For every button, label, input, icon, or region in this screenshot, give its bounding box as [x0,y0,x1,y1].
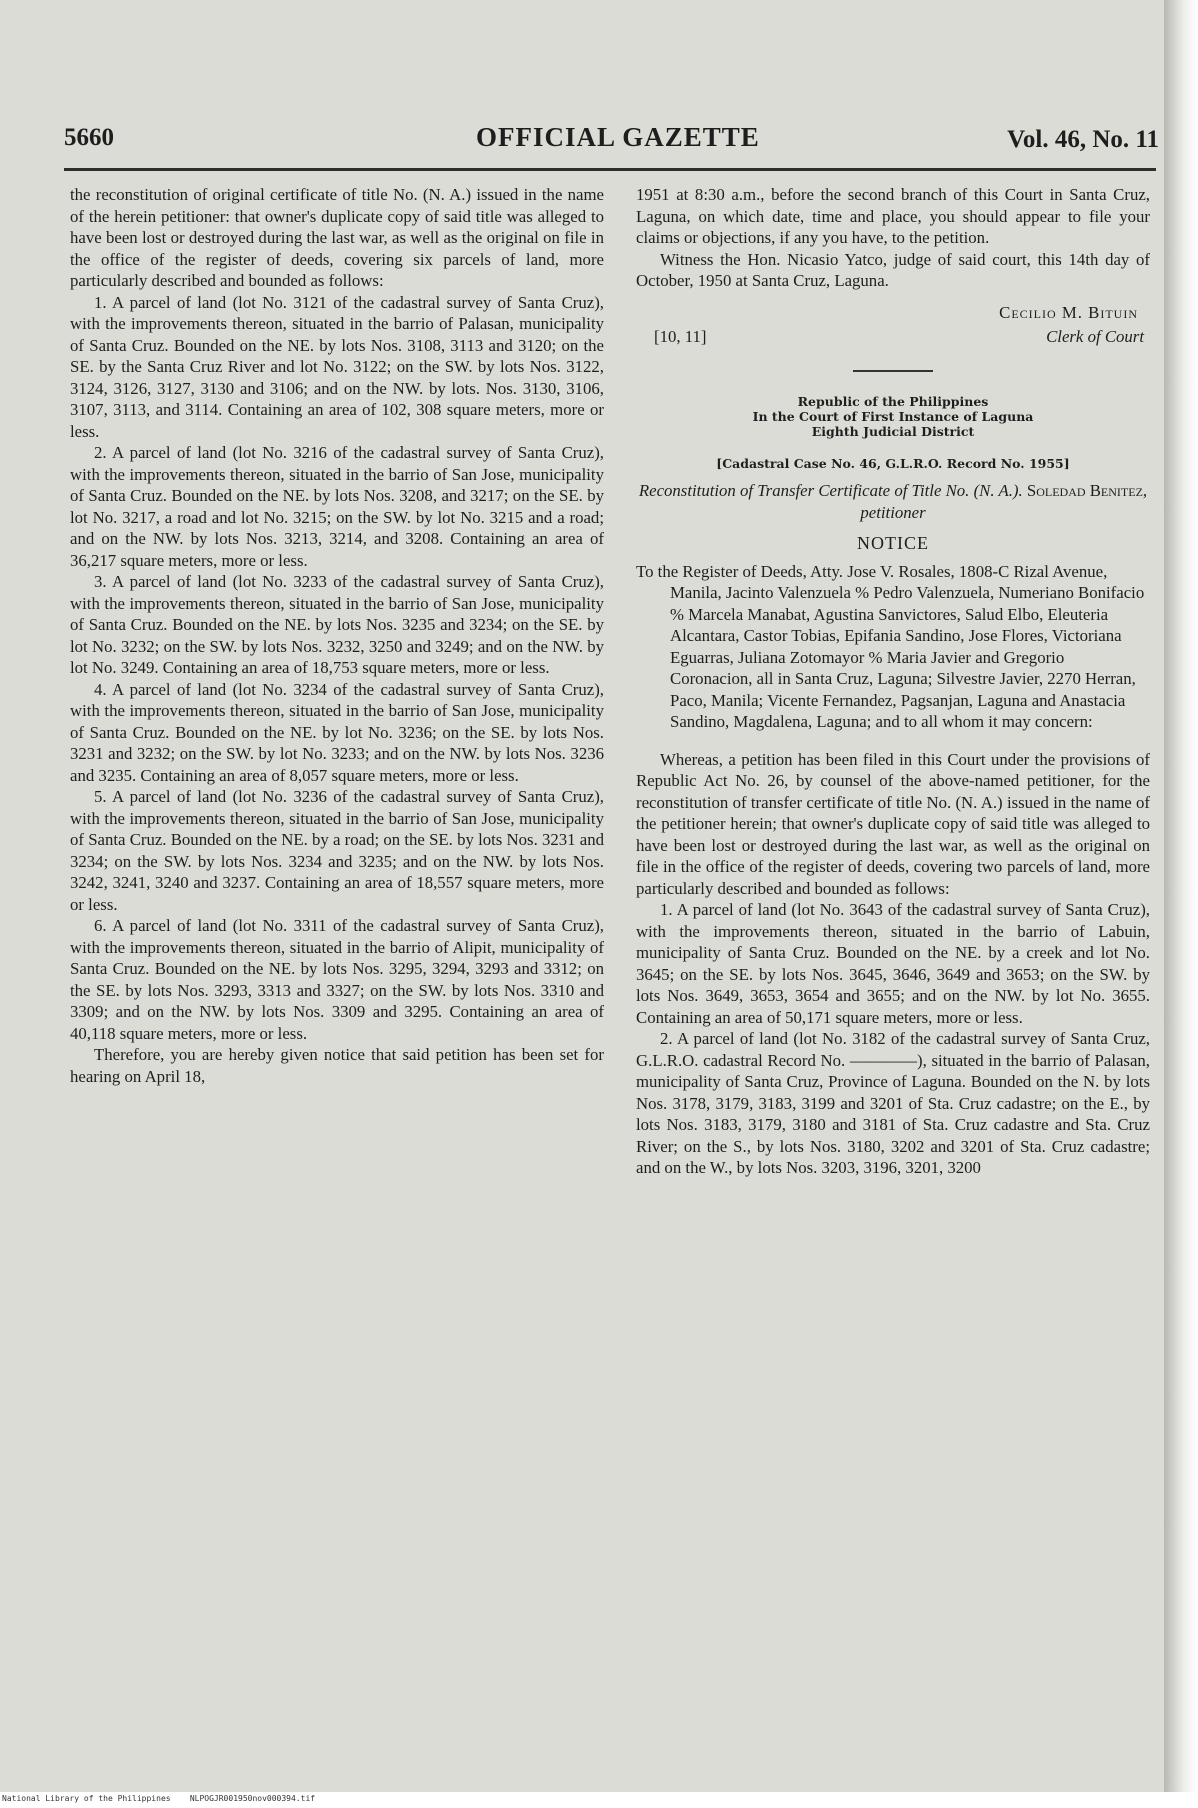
court-header-line: Eighth Judicial District [811,423,975,439]
signature-block [636,300,1150,352]
hearing-paragraph: 1951 at 8:30 a.m., before the second branch of this Court in Santa Cruz, Laguna, on which date, time and place, you should appear to file your claims or objections, if any you have, to the petition. [636,185,1150,247]
caption-petitioner: Soledad Benitez, [1026,481,1148,500]
court-header-line: In the Court of First Instance of Laguna [752,408,1034,424]
addressee-list: To the Register of Deeds, Atty. Jose V. Rosales, 1808-C Rizal Avenue, Manila, Jacinto Valenzuela % Pedro Valenzuela, Numeriano Bonifacio % Marcela Manabat, Agustina Sanvictores, Salud Elbo, Eleuteria Alcantara, Castor Tobias, Epifania Sandino, Jose Flores, Victoriana Eguarras, Juliana Zotomayor % Maria Javier and Gregorio Coronacion, all in Santa Cruz, Laguna; Silvestre Javier, 2270 Herran, Paco, Manila; Vicente Fernandez, Pagsanjan, Laguna and Anastacia Sandino, Magdalena, Laguna; and to all whom it may concern: [636,561,1145,731]
issue-reference: [10, 11] [654,326,707,346]
whereas-paragraph: Whereas, a petition has been filed in this Court under the provisions of Republic Act No. 26, by counsel of the above-named petitioner, for the reconstitution of transfer certificate of title No. (N. A.) issued in the name of the petitioner herein; that owner's duplicate copy of said title was alleged to have been lost or destroyed during the last war, as well as the original on file in the office of the register of deeds, covering two parcels of land, more particularly described and bounded as follows: [636,749,1150,898]
caption-title: Reconstitution of Transfer Certificate of Title No. (N. A.). [638,481,1023,500]
therefore-paragraph: Therefore, you are hereby given notice that said petition has been set for hearing on April 18, [70,1045,604,1086]
footer-file: NLPOGJR001950nov000394.tif [189,1794,316,1803]
signatory-name: Cecilio M. Bituin [999,302,1138,322]
witness-paragraph: Witness the Hon. Nicasio Yatco, judge of said court, this 14th day of October, 1950 at Santa Cruz, Laguna. [636,249,1150,290]
footer-source: National Library of the Philippines [2,1794,171,1803]
parcel-paragraph: 2. A parcel of land (lot No. 3216 of the cadastral survey of Santa Cruz), with the improvements thereon, situated in the barrio of San Jose, municipality of Santa Cruz. Bounded on the NE. by lots Nos. 3208, and 3217; on the SE. by lot No. 3217, a road and lot No. 3215; on the SW. by lot No. 3215 and a road; and on the NW. by lots Nos. 3213, 3214, and 3208. Containing an area of 36,217 square meters, more or less. [70,443,604,570]
intro-paragraph: the reconstitution of original certificate of title No. (N. A.) issued in the name of the herein petitioner: that owner's duplicate copy of said title was alleged to have been lost or destroyed during the last war, as well as the original on file in the office of the register of deeds, covering six parcels of land, more particularly described and bounded as follows: [70,185,604,290]
parcel-paragraph: 4. A parcel of land (lot No. 3234 of the cadastral survey of Santa Cruz), with the improvements thereon, situated in the barrio of San Jose, municipality of Santa Cruz. Bounded on the NE. by lot No. 3236; on the SE. by lots Nos. 3231 and 3232; on the SW. by lot No. 3233; and on the NW. by lots Nos. 3236 and 3235. Containing an area of 8,057 square meters, more or less. [70,679,604,785]
volume-issue: Vol. 46, No. 11 [1007,126,1159,153]
parcel-paragraph: 1. A parcel of land (lot No. 3121 of the cadastral survey of Santa Cruz), with the improvements thereon, situated in the barrio of Palasan, municipality of Santa Cruz. Bounded on the NE. by lots Nos. 3108, 3113 and 3120; on the SE. by the Santa Cruz River and lot No. 3122; on the SW. by lots Nos. 3122, 3124, 3126, 3127, 3130 and 3106; and on the NW. by lots. Nos. 3130, 3106, 3107, 3113, and 3114. Containing an area of 102, 308 square meters, more or less. [70,292,604,441]
signatory-title: Clerk of Court [1046,326,1144,346]
parcel-paragraph: 1. A parcel of land (lot No. 3643 of the cadastral survey of Santa Cruz), with the improvements thereon, situated in the barrio of Labuin, municipality of Santa Cruz. Bounded on the NE. by a creek and lot No. 3645; on the SE. by lots Nos. 3645, 3646, 3649 and 3653; on the SW. by lots Nos. 3649, 3653, 3654 and 3655; and on the NW. by lot No. 3655. Containing an area of 50,171 square meters, more or less. [636,900,1150,1027]
parcel-paragraph: 5. A parcel of land (lot No. 3236 of the cadastral survey of Santa Cruz), with the improvements thereon, situated in the barrio of San Jose, municipality of Santa Cruz. Bounded on the NE. by a road; on the SE. by lots Nos. 3231 and 3234; on the SW. by lots Nos. 3234 and 3235; and on the NW. by lots Nos. 3242, 3241, 3240 and 3237. Containing an area of 18,557 square meters, more or less. [70,787,604,914]
right-column [636,184,1150,1179]
case-reference: [Cadastral Case No. 46, G.L.R.O. Record No. 1955] [716,455,1070,471]
caption-role: petitioner [860,502,926,522]
court-header-line: Republic of the Philippines [797,393,989,409]
publication-title: OFFICIAL GAZETTE [476,122,760,152]
parcel-paragraph: 2. A parcel of land (lot No. 3182 of the cadastral survey of Santa Cruz, G.L.R.O. cadastral Record No. ————), situated in the barrio of Palasan, municipality of Santa Cruz, Province of Laguna. Bounded on the N. by lots Nos. 3178, 3179, 3183, 3199 and 3201 of Sta. Cruz cadastre; on the E., by lots Nos. 3183, 3179, 3180 and 3181 of Sta. Cruz cadastre and Sta. Cruz River; on the S., by lots Nos. 3180, 3202 and 3201 of Sta. Cruz cadastre; and on the W., by lots Nos. 3203, 3196, 3201, 3200 [636,1029,1150,1177]
scan-edge [1164,0,1198,1792]
header-rule [64,168,1156,171]
notice-separator [853,370,933,372]
parcel-paragraph: 3. A parcel of land (lot No. 3233 of the cadastral survey of Santa Cruz), with the improvements thereon, situated in the barrio of San Jose, municipality of Santa Cruz. Bounded on the NE. by lots Nos. 3235 and 3234; on the SE. by lot No. 3232; on the SW. by lots Nos. 3232, 3250 and 3249; and on the NW. by lot No. 3249. Containing an area of 18,753 square meters, more or less. [70,572,604,677]
case-caption [636,480,1150,523]
page-header [64,118,1159,160]
parcel-paragraph: 6. A parcel of land (lot No. 3311 of the cadastral survey of Santa Cruz), with the improvements thereon, situated in the barrio of Alipit, municipality of Santa Cruz. Bounded on the NE. by lots Nos. 3295, 3294, 3293 and 3312; on the SE. by lots Nos. 3293, 3313 and 3327; on the SW. by lots Nos. 3310 and 3309; and on the NW. by lots Nos. 3309 and 3295. Containing an area of 40,118 square meters, more or less. [70,916,604,1043]
notice-heading: NOTICE [857,533,929,553]
left-column [70,184,604,1087]
page-number: 5660 [64,124,114,151]
scan-footer [2,1794,315,1803]
